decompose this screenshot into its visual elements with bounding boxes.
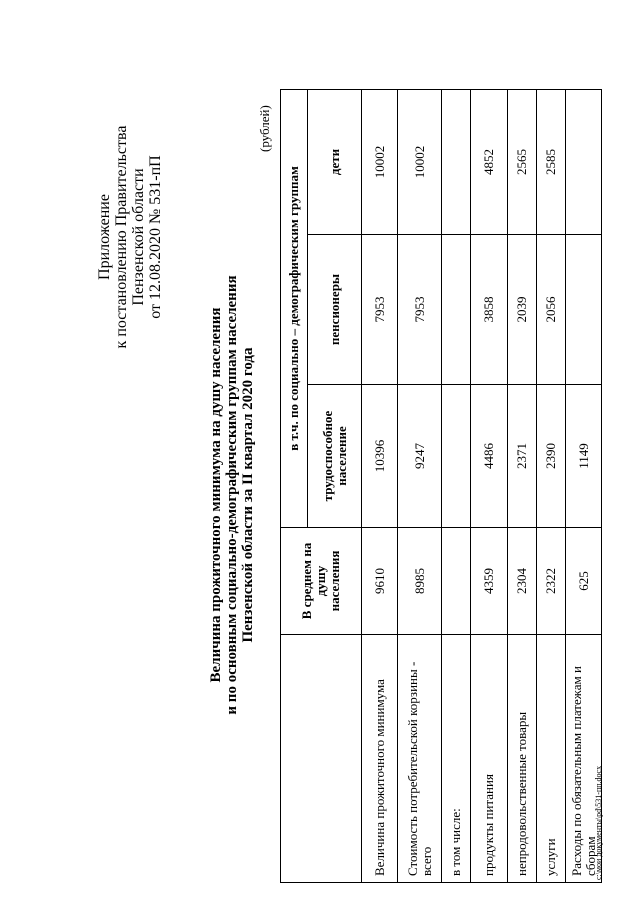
cell-pensioners: 3858: [471, 235, 508, 385]
header-demographic-groups: в т.ч. по социально – демографическим группам: [281, 89, 308, 527]
cell-children: 10002: [398, 89, 442, 234]
cell-average: 2322: [537, 528, 566, 635]
row-label: Величина прожиточного минимума: [362, 635, 398, 883]
cell-pensioners: [442, 235, 471, 385]
cell-average: 2304: [508, 528, 537, 635]
row-label: непродовольственные товары: [508, 635, 537, 883]
heading-line-2: и по основным социально-демографическим группам населения: [224, 275, 240, 715]
heading-line-3: Пензенской области за II квартал 2020 года: [240, 347, 256, 643]
cell-working: 2371: [508, 385, 537, 528]
cell-working: 1149: [566, 385, 602, 528]
appendix-line-3: Пензенской области: [130, 168, 147, 306]
cell-working: 4486: [471, 385, 508, 528]
cell-pensioners: 2039: [508, 235, 537, 385]
table-row: [398, 89, 442, 882]
cell-average: [442, 528, 471, 635]
table-row: [362, 89, 398, 882]
header-working-population: трудоспособное население: [308, 385, 362, 528]
cell-children: 2565: [508, 89, 537, 234]
cell-pensioners: 7953: [362, 235, 398, 385]
cell-working: 10396: [362, 385, 398, 528]
header-empty-cell: [281, 635, 362, 883]
cell-average: 4359: [471, 528, 508, 635]
cell-working: 2390: [537, 385, 566, 528]
row-label: услуги: [537, 635, 566, 883]
cell-children: [442, 89, 471, 234]
cell-pensioners: 2056: [537, 235, 566, 385]
table-header-row: [281, 89, 308, 882]
cell-working: [442, 385, 471, 528]
row-label: Расходы по обязательным платежам и сборам: [566, 635, 602, 883]
row-label: продукты питания: [471, 635, 508, 883]
heading-line-1: Величина прожиточного минимума на душу населения: [208, 307, 224, 683]
units-label: (рублей): [257, 105, 272, 152]
table-row: [537, 89, 566, 882]
cell-average: 8985: [398, 528, 442, 635]
header-pensioners: пенсионеры: [308, 235, 362, 385]
table-row: [442, 89, 471, 882]
appendix-line-4: от 12.08.2020 № 531-пП: [147, 155, 164, 319]
cell-average: 625: [566, 528, 602, 635]
appendix-block: [96, 87, 164, 387]
cell-children: 2585: [537, 89, 566, 234]
cell-children: 4852: [471, 89, 508, 234]
header-average: В среднем на душу населения: [281, 528, 362, 635]
document-heading: [208, 215, 256, 775]
row-label: Стоимость потребительской корзины - всего: [398, 635, 442, 883]
cell-average: 9610: [362, 528, 398, 635]
subsistence-minimum-table: [280, 89, 602, 883]
cell-working: 9247: [398, 385, 442, 528]
cell-pensioners: 7953: [398, 235, 442, 385]
appendix-line-1: Приложение: [96, 194, 113, 280]
cell-children: [566, 89, 602, 234]
row-label: в том числе:: [442, 635, 471, 883]
table-row: [471, 89, 508, 882]
cell-pensioners: [566, 235, 602, 385]
file-path-footer: с:\мои документы\pd\531-пп.docx: [594, 765, 603, 880]
header-children: дети: [308, 89, 362, 234]
cell-children: 10002: [362, 89, 398, 234]
appendix-line-2: к постановлению Правительства: [113, 125, 130, 349]
table-row: [508, 89, 537, 882]
